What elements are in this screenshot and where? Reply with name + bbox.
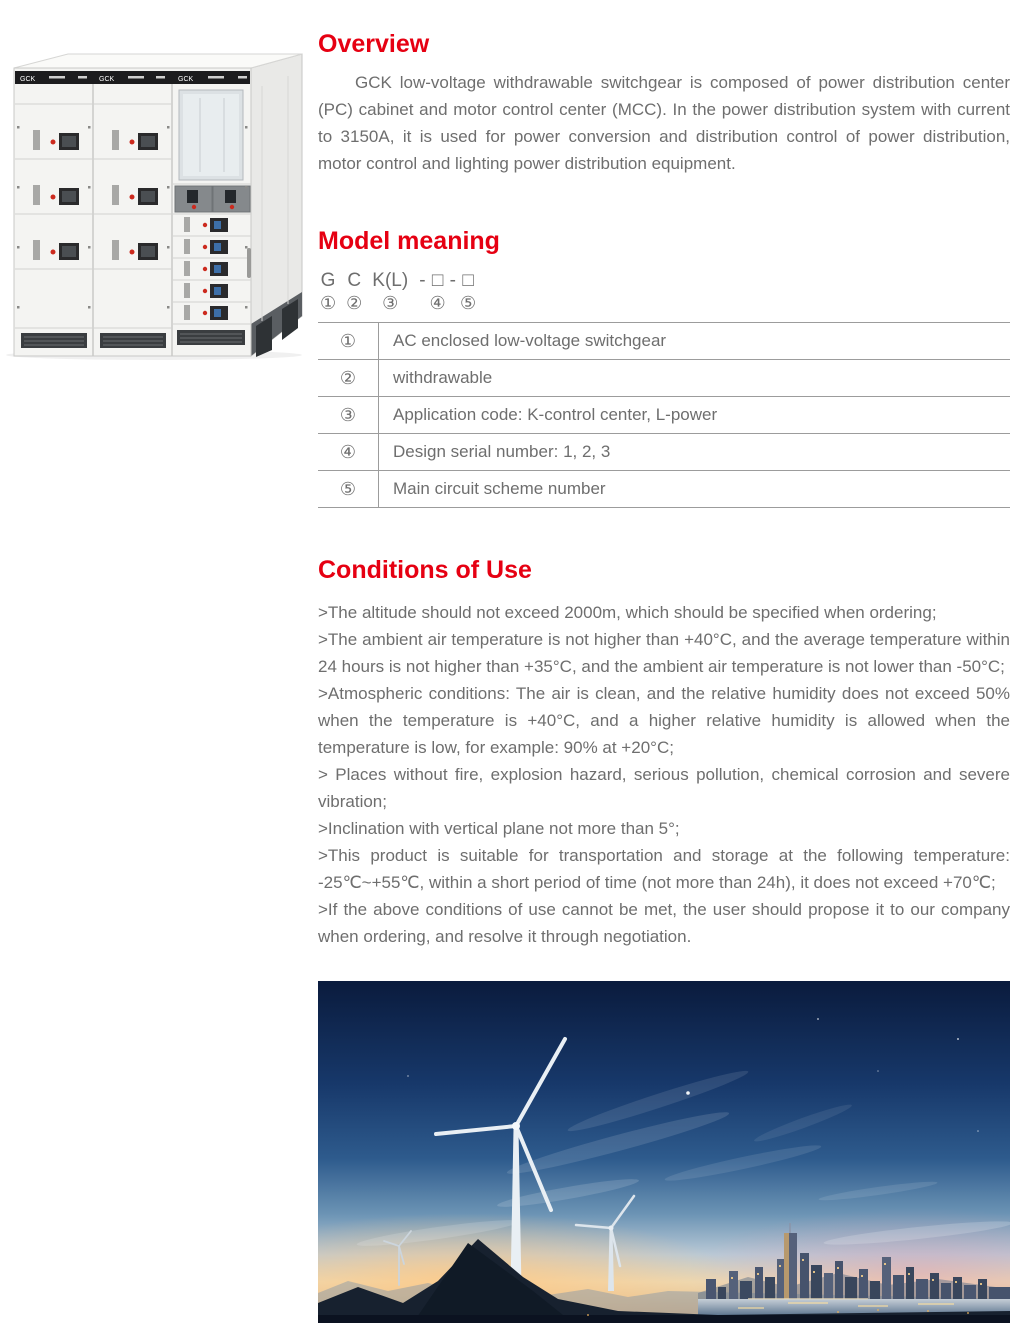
table-row <box>318 471 1010 508</box>
cabinet-strip-label-1: GCK <box>20 76 36 83</box>
row-number: ④ <box>318 434 379 471</box>
model-meaning-table <box>318 322 1010 508</box>
table-row <box>318 434 1010 471</box>
row-description: Application code: K-control center, L-power <box>379 397 1011 434</box>
conditions-list <box>318 599 1010 950</box>
row-description: AC enclosed low-voltage switchgear <box>379 323 1011 360</box>
switchgear-product-photo <box>4 26 306 360</box>
table-row <box>318 360 1010 397</box>
condition-item: >If the above conditions of use cannot be met, the user should propose it to our company when ordering, and resolve it through negotiation. <box>318 900 1010 946</box>
condition-item: >The ambient air temperature is not higher than +40°C, and the average temperature within 24 hours is not higher than +35°C, and the ambient air temperature is not lower than -50°C; <box>318 630 1010 676</box>
condition-item: >The altitude should not exceed 2000m, which should be specified when ordering; <box>318 603 937 622</box>
model-code-col: - <box>419 270 426 291</box>
content-column <box>318 0 1010 1333</box>
row-number: ② <box>318 360 379 397</box>
wind-turbines-photo <box>318 981 1010 1323</box>
model-code-col: - <box>449 270 456 291</box>
row-description: Main circuit scheme number <box>379 471 1011 508</box>
table-row <box>318 323 1010 360</box>
cabinet-strip-label-2: GCK <box>99 76 115 83</box>
conditions-title: Conditions of Use <box>318 556 532 584</box>
row-description: Design serial number: 1, 2, 3 <box>379 434 1011 471</box>
row-description: withdrawable <box>379 360 1011 397</box>
model-code-col: □ ⑤ <box>459 270 477 313</box>
model-meaning-title: Model meaning <box>318 227 500 255</box>
condition-item: >This product is suitable for transportation and storage at the following temperature: -25℃~+55℃, within a short period of time (not more than 24h), it does not exceed +70℃; <box>318 846 1010 892</box>
row-number: ⑤ <box>318 471 379 508</box>
condition-item: >Inclination with vertical plane not more than 5°; <box>318 819 680 838</box>
row-number: ③ <box>318 397 379 434</box>
model-code-col: C ② <box>346 270 363 313</box>
wind-turbines-graphic <box>318 981 1010 1323</box>
condition-item: >Atmospheric conditions: The air is clean, and the relative humidity does not exceed 50% when the temperature is +40°C, and a higher relative humidity is allowed when the temperature is low, for example: 90% at +20°C; <box>318 684 1010 757</box>
model-code <box>320 270 479 313</box>
model-code-col: K(L) ③ <box>372 270 409 313</box>
model-code-col: □ ④ <box>429 270 446 313</box>
row-number: ① <box>318 323 379 360</box>
model-code-col: G ① <box>320 270 337 313</box>
cabinet-strip-label-3: GCK <box>178 76 194 83</box>
switchgear-photo-graphic <box>4 26 306 360</box>
overview-title: Overview <box>318 30 430 58</box>
table-row <box>318 397 1010 434</box>
overview-paragraph: GCK low-voltage withdrawable switchgear is composed of power distribution center (PC) cabinet and motor control center (MCC). In the power distribution system with current to 3150A, it is used for power conversion and distribution control of power distribution, motor control and lighting power distribution equipment. <box>318 73 1010 173</box>
condition-item: > Places without fire, explosion hazard, serious pollution, chemical corrosion and severe vibration; <box>318 765 1010 811</box>
